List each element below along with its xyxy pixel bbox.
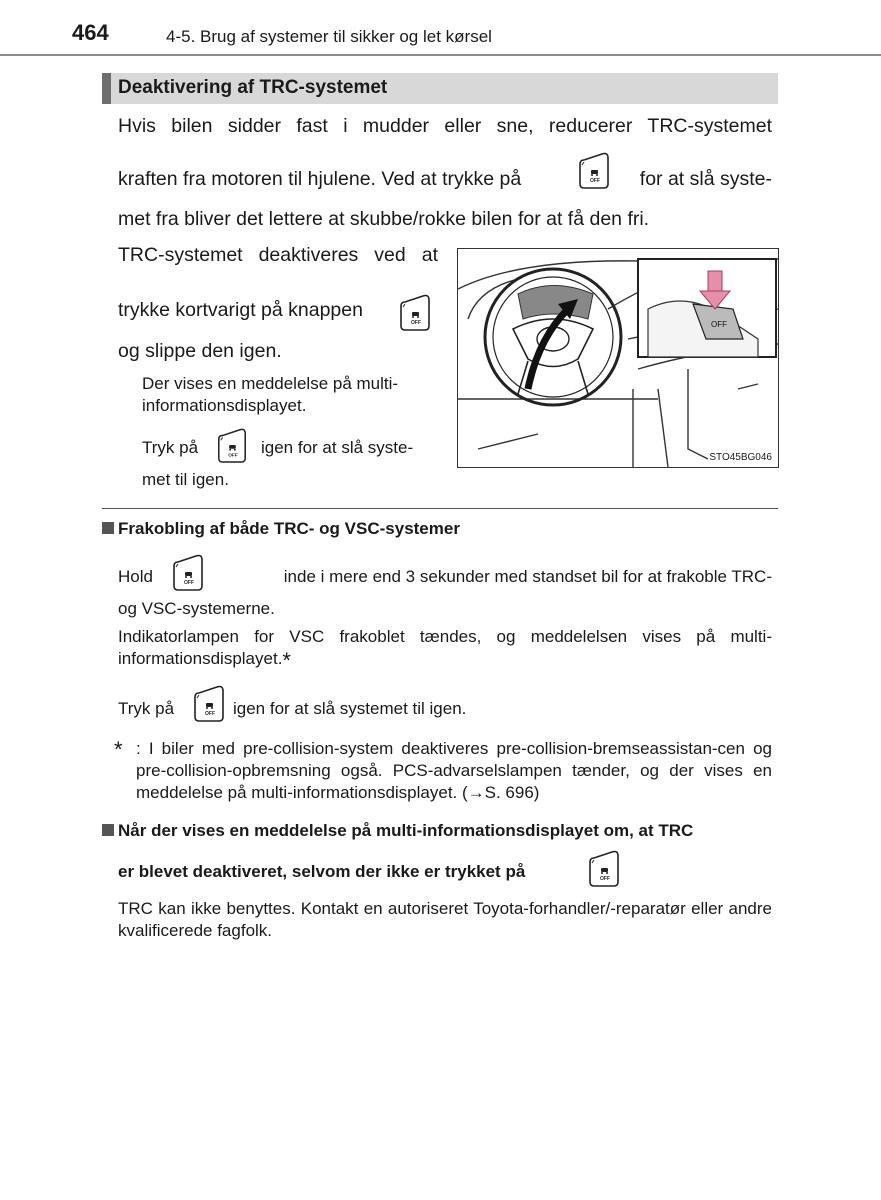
vsc-off-button-icon [576,148,612,192]
footnote-mark: * [282,648,291,673]
indicator-text: Indikatorlampen for VSC frakoblet tændes, og meddelelsen vises på multi-informationsdisplayet. [118,627,772,668]
subsection-1-title [102,518,460,540]
section-divider [102,508,778,509]
svg-text:OFF: OFF [600,876,610,882]
svg-text:OFF: OFF [590,178,600,184]
hold-instruction: inde i mere end 3 sekunder med standset bil for at frakoble TRC- [283,567,772,586]
tryk-pa-text: Tryk på [118,699,175,718]
subsection-2-body: TRC kan ikke benyttes. Kontakt en autoriseret Toyota-forhandler/-reparatør eller andre kvalificerede fagfolk. [118,899,772,940]
tryk-pa-igen: igen for at slå systemet til igen. [233,699,467,718]
hold-instruction-cont: og VSC-systemerne. [118,599,275,618]
note-met-til-igen: met til igen. [142,470,229,489]
note-display-message: Der vises en meddelelse på multi-informationsdisplayet. [142,374,399,415]
footnote-mark-2 [114,737,123,761]
svg-text:OFF: OFF [184,580,194,586]
square-bullet-icon [102,522,114,534]
vsc-off-button-icon [191,681,227,725]
footnote-text: : I biler med pre-collision-system deaktiveres pre-collision-bremseassistan-cen og pre-collision-opbremsning også. PCS-advarselslampen tænder, og der vises en meddelelse på multi-informationsdisplayet. (→S. 696) [136,739,772,802]
footnote-asterisk: * [114,737,123,762]
svg-text:OFF: OFF [205,711,215,717]
note-tryk-pa: Tryk på [142,438,199,457]
vsc-off-button-icon [397,290,433,334]
svg-text:OFF: OFF [711,320,727,329]
intro-line-2a: kraften fra motoren til hjulene. Ved at trykke på [118,168,522,190]
vsc-off-button-icon [170,550,206,594]
indicator-paragraph [118,626,772,672]
subsection-1-title-text: Frakobling af både TRC- og VSC-systemer [118,519,460,538]
figure-caption: STO45BG046 [709,452,772,463]
intro-line-1: Hvis bilen sidder fast i mudder eller sne, reducerer TRC-systemet [118,115,772,137]
section-title: Deaktivering af TRC-systemet [118,77,388,98]
intro-line-2b: for at slå syste- [639,168,772,190]
vsc-off-button-icon [586,846,622,890]
subsection-2-title-line2: er blevet deaktiveret, selvom der ikke er trykket på [118,862,526,881]
page-number: 464 [72,20,109,45]
hold-text: Hold [118,567,153,586]
svg-text:OFF: OFF [228,453,238,459]
subsection-2-title [102,820,778,842]
note-igen: igen for at slå syste- [261,438,414,457]
steering-wheel-illustration [457,248,779,468]
square-bullet-icon [102,824,114,836]
subsection-2-title-line1: Når der vises en meddelelse på multi-informationsdisplayet om, at TRC [118,821,694,840]
vsc-off-button-icon [215,424,249,466]
step-line-2: trykke kortvarigt på knappen [118,299,363,321]
step-line-3: og slippe den igen. [118,340,282,362]
chapter-title: 4-5. Brug af systemer til sikker og let kørsel [166,27,492,46]
intro-line-3: met fra bliver det lettere at skubbe/rokke bilen for at få den fri. [118,208,650,230]
header-divider [0,54,881,56]
step-line-1: TRC-systemet deaktiveres ved at [118,244,438,266]
steering-wheel-drawing [458,249,778,467]
svg-text:OFF: OFF [411,320,421,326]
